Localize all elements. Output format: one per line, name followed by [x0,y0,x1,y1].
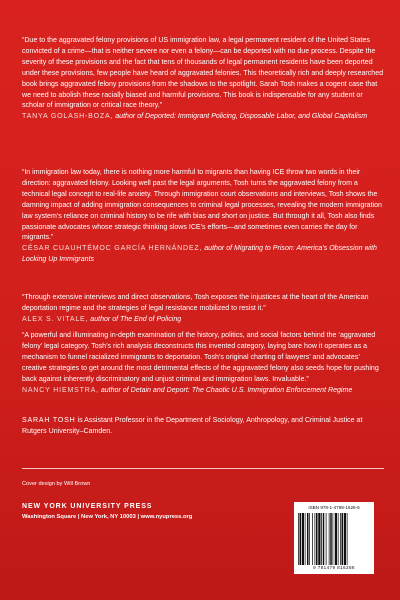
blurb-author: TANYA GOLASH-BOZA, [22,113,114,121]
blurb-author: CÉSAR CUAUHTÉMOC GARCÍA HERNÁNDEZ, [22,245,203,253]
publisher-address: Washington Square | New York, NY 10003 | www.nyupress.org [22,514,193,520]
blurb-source: author of Migrating to Prison: America’s Obsession with Locking Up Immigrants [22,245,377,264]
blurb-text: “Due to the aggravated felony provisions of US immigration law, a legal permanent resident of the United States convicted of a crime—that is neither severe nor even a felony—can be deported with no due process. Despite the severity of these provisions and the fact that tens of thousands of legal permanent residents have been deported under these provisions, few people have heard of aggravated felonies. This theoretically rich and deeply researched book brings aggravated felony provisions from the shadows to the spotlight. Sarah Tosh makes a cogent case that we need to abolish these racially biased and harmful provisions. This book is indispensable for any student or scholar of immigration or critical race theory.” [22,37,384,110]
cover-credit: Cover design by Will Brown [22,481,91,487]
blurb-text: “A powerful and illuminating in-depth examination of the history, politics, and social factors behind the ‘aggravated felony’ legal category. Tosh’s rich analysis deconstructs this invented category, laying bare how it operates as a mechanism to funnel racialized immigrants to deportation. Tosh’s original charting of lawyers’ and advocates’ creative strategies to get around the most detrimental effects of the aggravated felony also seeds hope for pushing back against inherently discriminatory and unjust criminal and immigration laws. Invaluable.” [22,332,379,383]
blurb-author: NANCY HIEMSTRA, [22,386,99,394]
author-bio [22,416,384,438]
blurb-source: author of Deported: Immigrant Policing, Disposable Labor, and Global Capitalism [113,113,368,121]
barcode-digits: 9 781479 816286 [313,565,355,570]
barcode [294,502,374,574]
blurb-text: “Through extensive interviews and direct observations, Tosh exposes the injustices at the heart of the American deportation regime and the strategies of legal resistance mobilized to resist it.” [22,294,369,312]
blurb-4 [22,331,384,396]
blurb-1 [22,36,384,123]
blurb-author: ALEX S. VITALE, [22,315,89,323]
blurb-attribution [22,386,384,397]
blurb-source: author of Detain and Deport: The Chaotic U.S. Immigration Enforcement Regime [98,386,353,394]
publisher-name: NEW YORK UNIVERSITY PRESS [22,503,153,510]
blurb-text: “In immigration law today, there is nothing more harmful to migrants than having ICE throw two words in their direction: aggravated felony. Looking well past the legal arguments, Tosh turns the aggravated felony from a technical legal concept to real-life anxiety. Through immigration court observations and interviews, Tosh shows the damning impact of adding immigration consequences to criminal legal processes, revealing the modern immigration law system’s reliance on criminal history to be rife with bias and short on justice. But through it all, Tosh also finds passionate advocates whose strategic thinking slows ICE’s efforts—and sometimes even carries the day for migrants.” [22,169,382,242]
blurb-attribution [22,112,384,123]
author-bio-text: is Assistant Professor in the Department of Sociology, Anthropology, and Criminal Justice at Rutgers University–Camden. [22,417,363,435]
divider [22,468,384,469]
blurb-2 [22,168,384,266]
barcode-bars [298,513,370,565]
blurb-source: author of The End of Policing [88,315,182,323]
blurb-attribution [22,315,384,326]
blurb-attribution [22,244,384,266]
blurb-3 [22,293,384,326]
author-bio-name: SARAH TOSH [22,417,76,424]
isbn-label: ISBN 978-1-4798-1628-6 [308,505,360,510]
